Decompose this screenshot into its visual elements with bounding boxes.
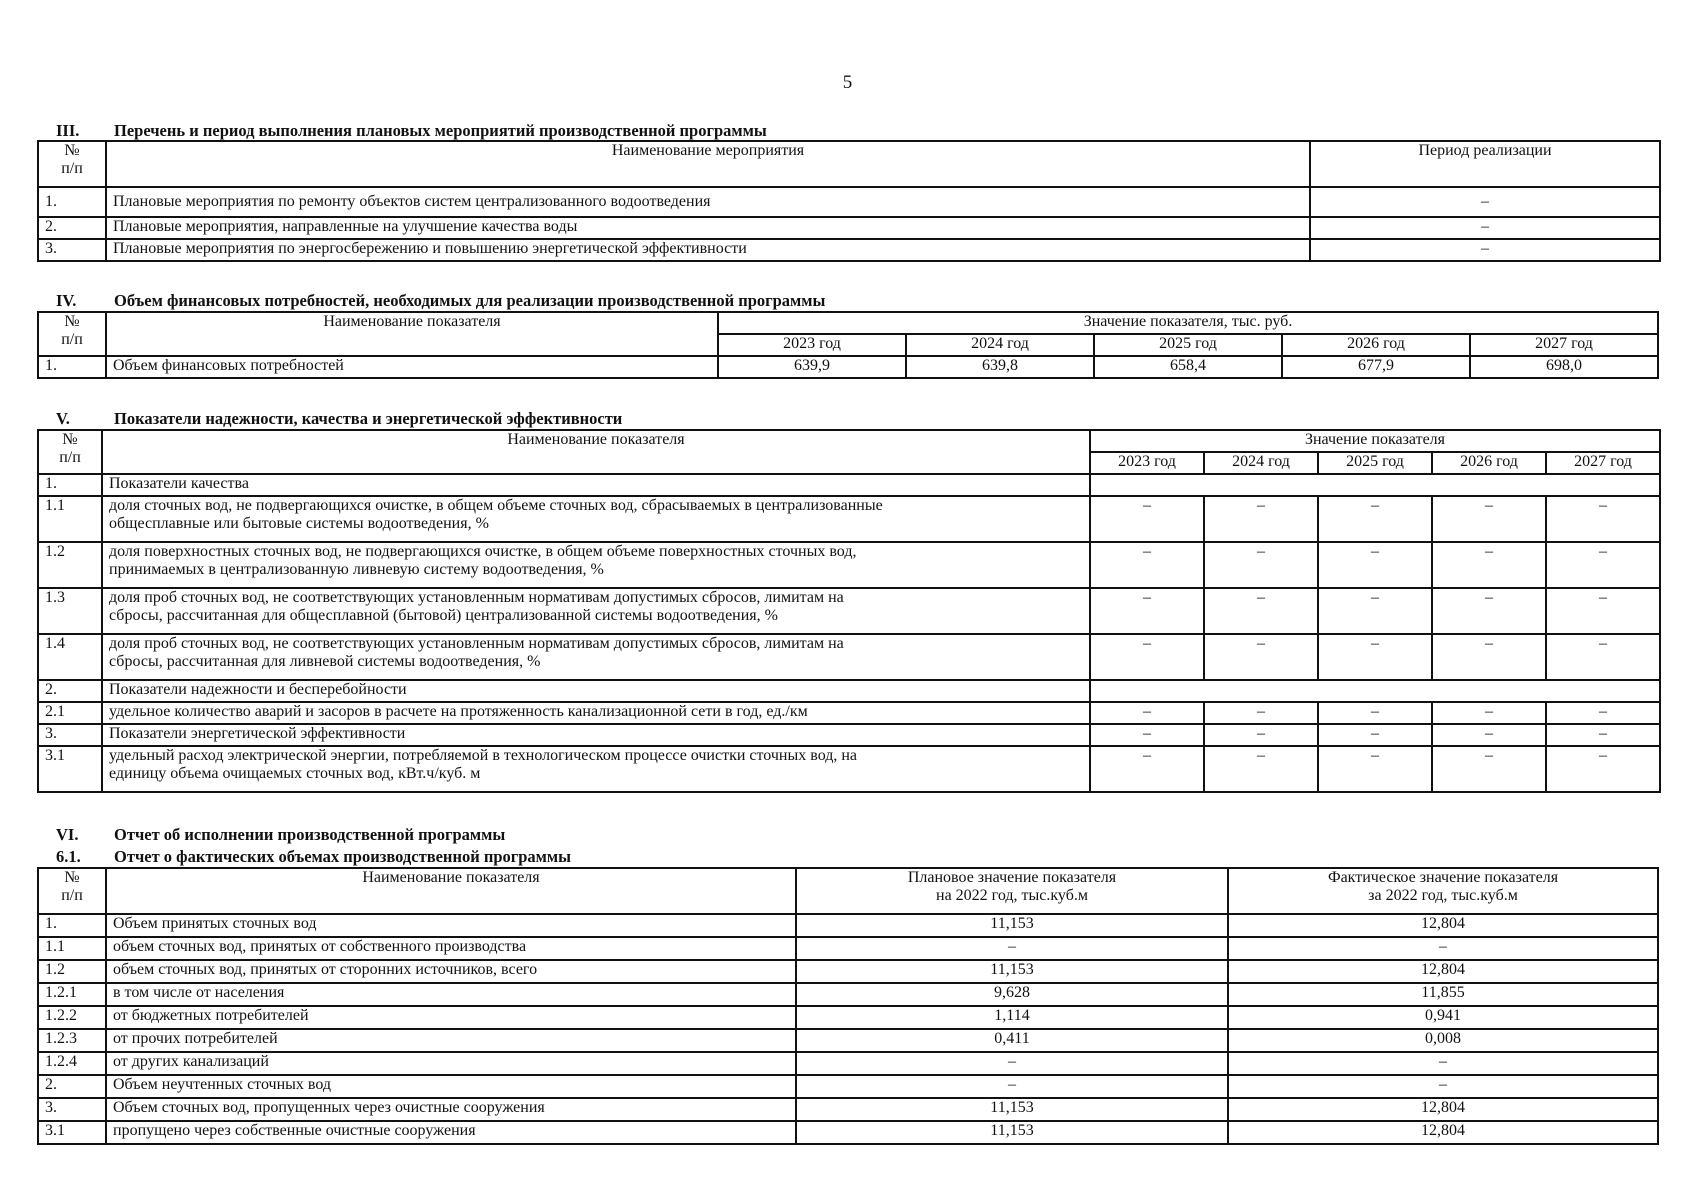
indicator-name: Показатели надежности и бесперебойности	[102, 680, 1090, 702]
header-year: 2023 год	[1090, 452, 1204, 474]
table-actual-volumes	[37, 867, 1659, 1145]
section-3-title	[56, 121, 767, 141]
empty-cell	[1090, 680, 1660, 702]
row-number: 1.	[38, 914, 106, 937]
row-number: 3.1	[38, 1121, 106, 1144]
actual-value: 12,804	[1228, 1121, 1658, 1144]
indicator-name: объем сточных вод, принятых от собственного производства	[106, 937, 796, 960]
value-cell: –	[1432, 724, 1546, 746]
table-row	[38, 588, 1660, 634]
value-cell: 658,4	[1094, 356, 1282, 378]
value-cell: –	[1318, 746, 1432, 792]
indicator-name: доля проб сточных вод, не соответствующих установленным нормативам допустимых сбросов, лимитам на сбросы, рассчитанная для общесплавной (бытовой) централизованной системы водоотведения, %	[102, 588, 1090, 634]
table-row	[38, 746, 1660, 792]
header-year: 2024 год	[906, 334, 1094, 356]
table-row	[38, 724, 1660, 746]
measure-period: –	[1310, 187, 1660, 217]
value-cell: –	[1090, 542, 1204, 588]
indicator-name: пропущено через собственные очистные сооружения	[106, 1121, 796, 1144]
indicator-name: удельный расход электрической энергии, потребляемой в технологическом процессе очистки сточных вод, на единицу объема очищаемых сточных вод, кВт.ч/куб. м	[102, 746, 1090, 792]
header-year: 2027 год	[1470, 334, 1658, 356]
value-cell: –	[1204, 702, 1318, 724]
measure-name: Плановые мероприятия, направленные на улучшение качества воды	[106, 217, 1310, 239]
table-row	[38, 960, 1658, 983]
planned-value: 11,153	[796, 960, 1228, 983]
row-number: 1.2.3	[38, 1029, 106, 1052]
section-4-title-text: Объем финансовых потребностей, необходимых для реализации производственной программы	[114, 291, 826, 310]
header-indicator-name: Наименование показателя	[102, 430, 1090, 474]
row-number: 3.	[38, 724, 102, 746]
header-value-thousand-rub: Значение показателя, тыс. руб.	[718, 312, 1658, 334]
table-row	[38, 1006, 1658, 1029]
indicator-name: от бюджетных потребителей	[106, 1006, 796, 1029]
table-row	[38, 217, 1660, 239]
section-6-title-text: Отчет об исполнении производственной программы	[114, 825, 506, 844]
value-cell: –	[1090, 588, 1204, 634]
section-5-number: V.	[56, 409, 70, 428]
row-number: 1.	[38, 187, 106, 217]
measure-period: –	[1310, 239, 1660, 261]
header-year: 2026 год	[1432, 452, 1546, 474]
indicator-name: доля поверхностных сточных вод, не подвергающихся очистке, в общем объеме поверхностных сточных вод, принимаемых в централизованную ливневую систему водоотведения, %	[102, 542, 1090, 588]
section-5-title-text: Показатели надежности, качества и энергетической эффективности	[114, 409, 623, 428]
table-row	[38, 474, 1660, 496]
row-number: 3.1	[38, 746, 102, 792]
value-cell: –	[1090, 496, 1204, 542]
table-row	[38, 239, 1660, 261]
indicator-name: Объем принятых сточных вод	[106, 914, 796, 937]
table-row	[38, 496, 1660, 542]
value-cell: –	[1090, 702, 1204, 724]
planned-value: 1,114	[796, 1006, 1228, 1029]
header-indicator-value: Значение показателя	[1090, 430, 1660, 452]
header-indicator-name: Наименование показателя	[106, 868, 796, 914]
value-cell: –	[1432, 746, 1546, 792]
actual-value: 12,804	[1228, 960, 1658, 983]
table-financial-needs	[37, 311, 1659, 379]
header-measure-name: Наименование мероприятия	[106, 141, 1310, 187]
table-row	[38, 1098, 1658, 1121]
table-header-row	[38, 141, 1660, 187]
header-planned-value: Плановое значение показателя на 2022 год, тыс.куб.м	[796, 868, 1228, 914]
actual-value: 12,804	[1228, 1098, 1658, 1121]
indicator-name: Объем финансовых потребностей	[106, 356, 718, 378]
value-cell: –	[1318, 588, 1432, 634]
value-cell: –	[1090, 746, 1204, 792]
row-number: 1.2.4	[38, 1052, 106, 1075]
planned-value: –	[796, 1075, 1228, 1098]
planned-value: 9,628	[796, 983, 1228, 1006]
header-indicator-name: Наименование показателя	[106, 312, 718, 356]
value-cell: 677,9	[1282, 356, 1470, 378]
row-number: 3.	[38, 1098, 106, 1121]
value-cell: –	[1432, 702, 1546, 724]
value-cell: –	[1432, 634, 1546, 680]
value-cell: –	[1546, 496, 1660, 542]
table-row	[38, 542, 1660, 588]
row-number: 1.4	[38, 634, 102, 680]
row-number: 2.1	[38, 702, 102, 724]
header-no: № п/п	[38, 312, 106, 356]
planned-value: –	[796, 937, 1228, 960]
value-cell: –	[1204, 634, 1318, 680]
indicator-name: Показатели качества	[102, 474, 1090, 496]
row-number: 1.2.1	[38, 983, 106, 1006]
header-no: № п/п	[38, 141, 106, 187]
indicator-name: удельное количество аварий и засоров в расчете на протяженность канализационной сети в год, ед./км	[102, 702, 1090, 724]
table-reliability-quality	[37, 429, 1661, 793]
table-row	[38, 1029, 1658, 1052]
value-cell: –	[1546, 746, 1660, 792]
header-year: 2027 год	[1546, 452, 1660, 474]
row-number: 1.1	[38, 937, 106, 960]
row-number: 1.	[38, 356, 106, 378]
value-cell: –	[1204, 496, 1318, 542]
indicator-name: доля сточных вод, не подвергающихся очистке, в общем объеме сточных вод, сбрасываемых в централизованные общесплавные или бытовые системы водоотведения, %	[102, 496, 1090, 542]
table-row	[38, 983, 1658, 1006]
indicator-name: доля проб сточных вод, не соответствующих установленным нормативам допустимых сбросов, лимитам на сбросы, рассчитанная для ливневой системы водоотведения, %	[102, 634, 1090, 680]
planned-value: –	[796, 1052, 1228, 1075]
table-row	[38, 356, 1658, 378]
header-year: 2023 год	[718, 334, 906, 356]
section-3-title-text: Перечень и период выполнения плановых мероприятий производственной программы	[114, 121, 767, 140]
value-cell: 639,9	[718, 356, 906, 378]
measure-period: –	[1310, 217, 1660, 239]
header-year: 2025 год	[1318, 452, 1432, 474]
actual-value: 0,008	[1228, 1029, 1658, 1052]
row-number: 1.2.2	[38, 1006, 106, 1029]
measure-name: Плановые мероприятия по ремонту объектов систем централизованного водоотведения	[106, 187, 1310, 217]
value-cell: –	[1204, 724, 1318, 746]
value-cell: –	[1546, 588, 1660, 634]
indicator-name: Объем сточных вод, пропущенных через очистные сооружения	[106, 1098, 796, 1121]
planned-value: 0,411	[796, 1029, 1228, 1052]
header-year: 2026 год	[1282, 334, 1470, 356]
value-cell: –	[1546, 542, 1660, 588]
value-cell: –	[1090, 634, 1204, 680]
table-row	[38, 937, 1658, 960]
section-4-number: IV.	[56, 291, 77, 310]
value-cell: –	[1318, 724, 1432, 746]
header-year: 2025 год	[1094, 334, 1282, 356]
planned-value: 11,153	[796, 1098, 1228, 1121]
actual-value: 0,941	[1228, 1006, 1658, 1029]
value-cell: –	[1318, 634, 1432, 680]
row-number: 1.2	[38, 542, 102, 588]
indicator-name: Объем неучтенных сточных вод	[106, 1075, 796, 1098]
value-cell: –	[1432, 542, 1546, 588]
section-6-1-title	[56, 847, 571, 867]
section-5-title	[56, 409, 622, 429]
indicator-name: от прочих потребителей	[106, 1029, 796, 1052]
row-number: 1.1	[38, 496, 102, 542]
table-row	[38, 914, 1658, 937]
row-number: 1.3	[38, 588, 102, 634]
value-cell: 698,0	[1470, 356, 1658, 378]
value-cell: –	[1204, 542, 1318, 588]
row-number: 2.	[38, 1075, 106, 1098]
row-number: 2.	[38, 217, 106, 239]
actual-value: –	[1228, 1052, 1658, 1075]
empty-cell	[1090, 474, 1660, 496]
table-row	[38, 634, 1660, 680]
indicator-name: Показатели энергетической эффективности	[102, 724, 1090, 746]
section-4-title	[56, 291, 825, 311]
indicator-name: в том числе от населения	[106, 983, 796, 1006]
value-cell: –	[1318, 496, 1432, 542]
row-number: 2.	[38, 680, 102, 702]
planned-value: 11,153	[796, 1121, 1228, 1144]
table-row	[38, 1075, 1658, 1098]
value-cell: –	[1318, 542, 1432, 588]
value-cell: –	[1546, 702, 1660, 724]
section-6-title	[56, 825, 505, 845]
page-number: 5	[842, 72, 853, 93]
value-cell: –	[1318, 702, 1432, 724]
measure-name: Плановые мероприятия по энергосбережению и повышению энергетической эффективности	[106, 239, 1310, 261]
row-number: 1.	[38, 474, 102, 496]
section-6-1-title-text: Отчет о фактических объемах производственной программы	[114, 847, 572, 866]
value-cell: –	[1432, 496, 1546, 542]
section-6-1-number: 6.1.	[56, 847, 81, 866]
table-planned-measures	[37, 140, 1661, 262]
indicator-name: от других канализаций	[106, 1052, 796, 1075]
actual-value: 12,804	[1228, 914, 1658, 937]
row-number: 3.	[38, 239, 106, 261]
header-period: Период реализации	[1310, 141, 1660, 187]
table-row	[38, 1052, 1658, 1075]
header-no: № п/п	[38, 868, 106, 914]
planned-value: 11,153	[796, 914, 1228, 937]
value-cell: –	[1546, 634, 1660, 680]
header-year: 2024 год	[1204, 452, 1318, 474]
table-row	[38, 680, 1660, 702]
value-cell: –	[1204, 588, 1318, 634]
table-row	[38, 187, 1660, 217]
header-actual-value: Фактическое значение показателя за 2022 год, тыс.куб.м	[1228, 868, 1658, 914]
value-cell: –	[1432, 588, 1546, 634]
table-row	[38, 702, 1660, 724]
table-row	[38, 1121, 1658, 1144]
actual-value: –	[1228, 1075, 1658, 1098]
section-3-number: III.	[56, 121, 80, 140]
value-cell: –	[1090, 724, 1204, 746]
row-number: 1.2	[38, 960, 106, 983]
actual-value: 11,855	[1228, 983, 1658, 1006]
indicator-name: объем сточных вод, принятых от сторонних источников, всего	[106, 960, 796, 983]
value-cell: –	[1204, 746, 1318, 792]
actual-value: –	[1228, 937, 1658, 960]
value-cell: –	[1546, 724, 1660, 746]
section-6-number: VI.	[56, 825, 79, 844]
header-no: № п/п	[38, 430, 102, 474]
table-header-row	[38, 868, 1658, 914]
value-cell: 639,8	[906, 356, 1094, 378]
